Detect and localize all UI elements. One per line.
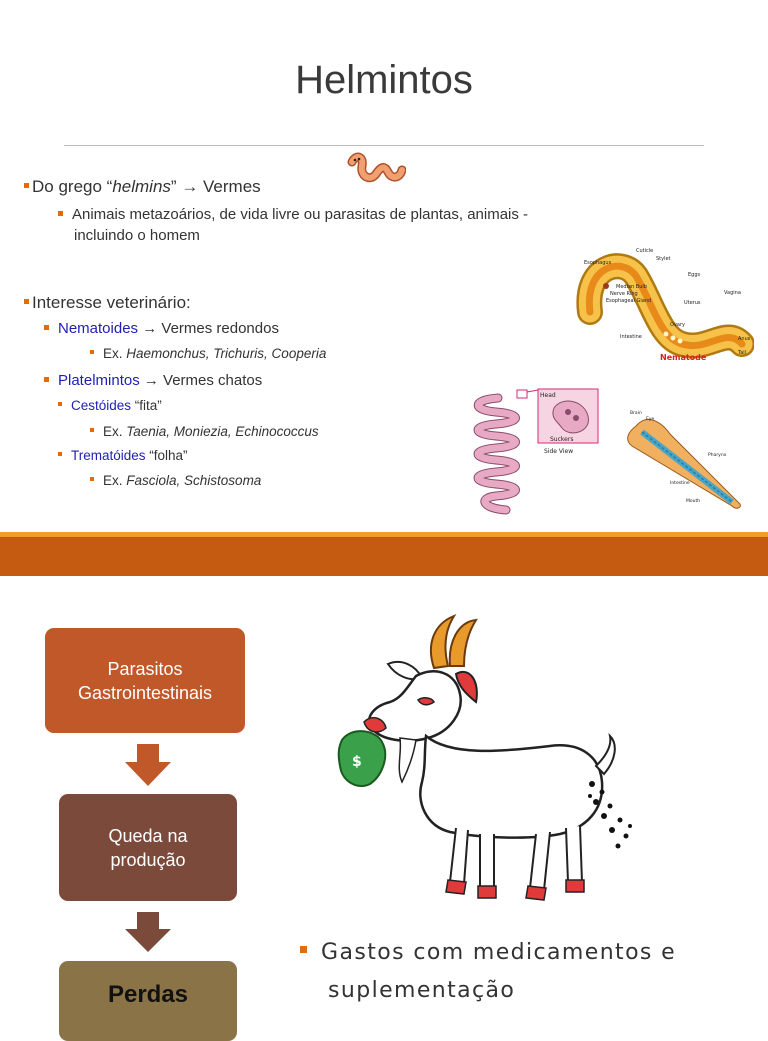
flow-box-queda: Queda na produção	[59, 794, 237, 901]
flow-box-parasitos: Parasitos Gastrointestinais	[45, 628, 245, 733]
bullet-square-icon	[90, 350, 94, 354]
bullet-animals: Animais metazoários, de vida livre ou parasitas de plantas, animais - incluindo o homem	[58, 204, 528, 246]
tapeworm-label-suckers: Suckers	[550, 436, 574, 443]
slide-perdas	[0, 576, 768, 1024]
bullet-square-icon	[58, 211, 63, 216]
bullet-interest: Interesse veterinário:	[24, 293, 191, 313]
bullet-greek: Do grego “helmins” → Vermes	[24, 177, 261, 197]
arrow-right-icon: →	[143, 372, 159, 389]
arrow-right-icon: →	[181, 177, 199, 196]
flatworm-label-intestine: Intestine	[670, 481, 690, 486]
flatworm-label-eye: Eye	[646, 417, 655, 422]
bullet-gastos: Gastos com medicamentos e suplementação	[300, 934, 676, 1010]
slide-separator-stripe	[0, 532, 768, 537]
bullet-square-icon	[44, 325, 49, 330]
bullet-platelmintos: Platelmintos → Vermes chatos	[44, 372, 262, 389]
slide-title: Helmintos	[295, 58, 473, 102]
goat-illustration	[330, 606, 650, 906]
flow-box-perdas: Perdas	[59, 961, 237, 1041]
nematode-diagram	[576, 246, 754, 376]
slide-separator-band	[0, 532, 768, 576]
bullet-square-icon	[24, 183, 29, 188]
bullet-square-icon	[58, 402, 62, 406]
arrow-right-icon: →	[142, 320, 158, 337]
nematode-label-eggs: Eggs	[688, 272, 701, 278]
flatworm-label-pharynx: Pharynx	[708, 453, 727, 458]
flow-arrow-down-icon	[125, 744, 171, 786]
tapeworm-diagram	[466, 388, 602, 518]
bullet-square-icon	[90, 477, 94, 481]
nematode-label-ovary: Ovary	[670, 322, 685, 328]
bullet-nematoides: Nematoides → Vermes redondos	[44, 320, 279, 337]
tapeworm-label-side-view: Side View	[544, 448, 574, 455]
bullet-square-icon	[44, 377, 49, 382]
flatworm-label-mouth: Mouth	[686, 499, 701, 504]
nematode-label-tail: Tail	[738, 350, 747, 356]
bullet-square-icon	[90, 428, 94, 432]
nematode-label-cuticle: Cuticle	[636, 248, 654, 254]
bullet-cestoides-example: Ex. Taenia, Moniezia, Echinococcus	[90, 424, 319, 439]
bullet-nematoides-example: Ex. Haemonchus, Trichuris, Cooperia	[90, 346, 326, 361]
money-dollar-icon: $	[352, 754, 362, 770]
nematode-label-vagina: Vagina	[724, 290, 741, 296]
nematode-label-median-bulb: Median Bulb	[616, 284, 647, 290]
flatworm-label-brain: Brain	[630, 411, 642, 416]
tapeworm-label-head: Head	[540, 392, 556, 399]
bullet-square-icon	[58, 452, 62, 456]
nematode-label-stylet: Stylet	[656, 256, 671, 262]
nematode-label-esophageal-gland: Esophageal Gland	[606, 298, 652, 304]
bullet-trematoides-example: Ex. Fasciola, Schistosoma	[90, 473, 261, 488]
nematode-label-nerve-ring: Nerve Ring	[610, 291, 638, 297]
nematode-caption: Nematode	[660, 353, 707, 362]
nematode-label-uterus: Uterus	[684, 300, 701, 306]
bullet-trematoides: Trematóides “folha”	[58, 448, 188, 463]
bullet-cestoides: Cestóides “fita”	[58, 398, 162, 413]
flatworm-diagram	[612, 408, 748, 512]
nematode-label-anus: Anus	[738, 336, 751, 342]
flow-arrow-down-icon	[125, 912, 171, 952]
nematode-label-esophagus: Esophagus	[584, 260, 612, 266]
worm-icon	[346, 152, 406, 192]
nematode-label-intestine: Intestine	[620, 334, 642, 340]
bullet-square-icon	[24, 299, 29, 304]
title-divider	[64, 145, 704, 146]
bullet-square-icon	[300, 946, 307, 953]
